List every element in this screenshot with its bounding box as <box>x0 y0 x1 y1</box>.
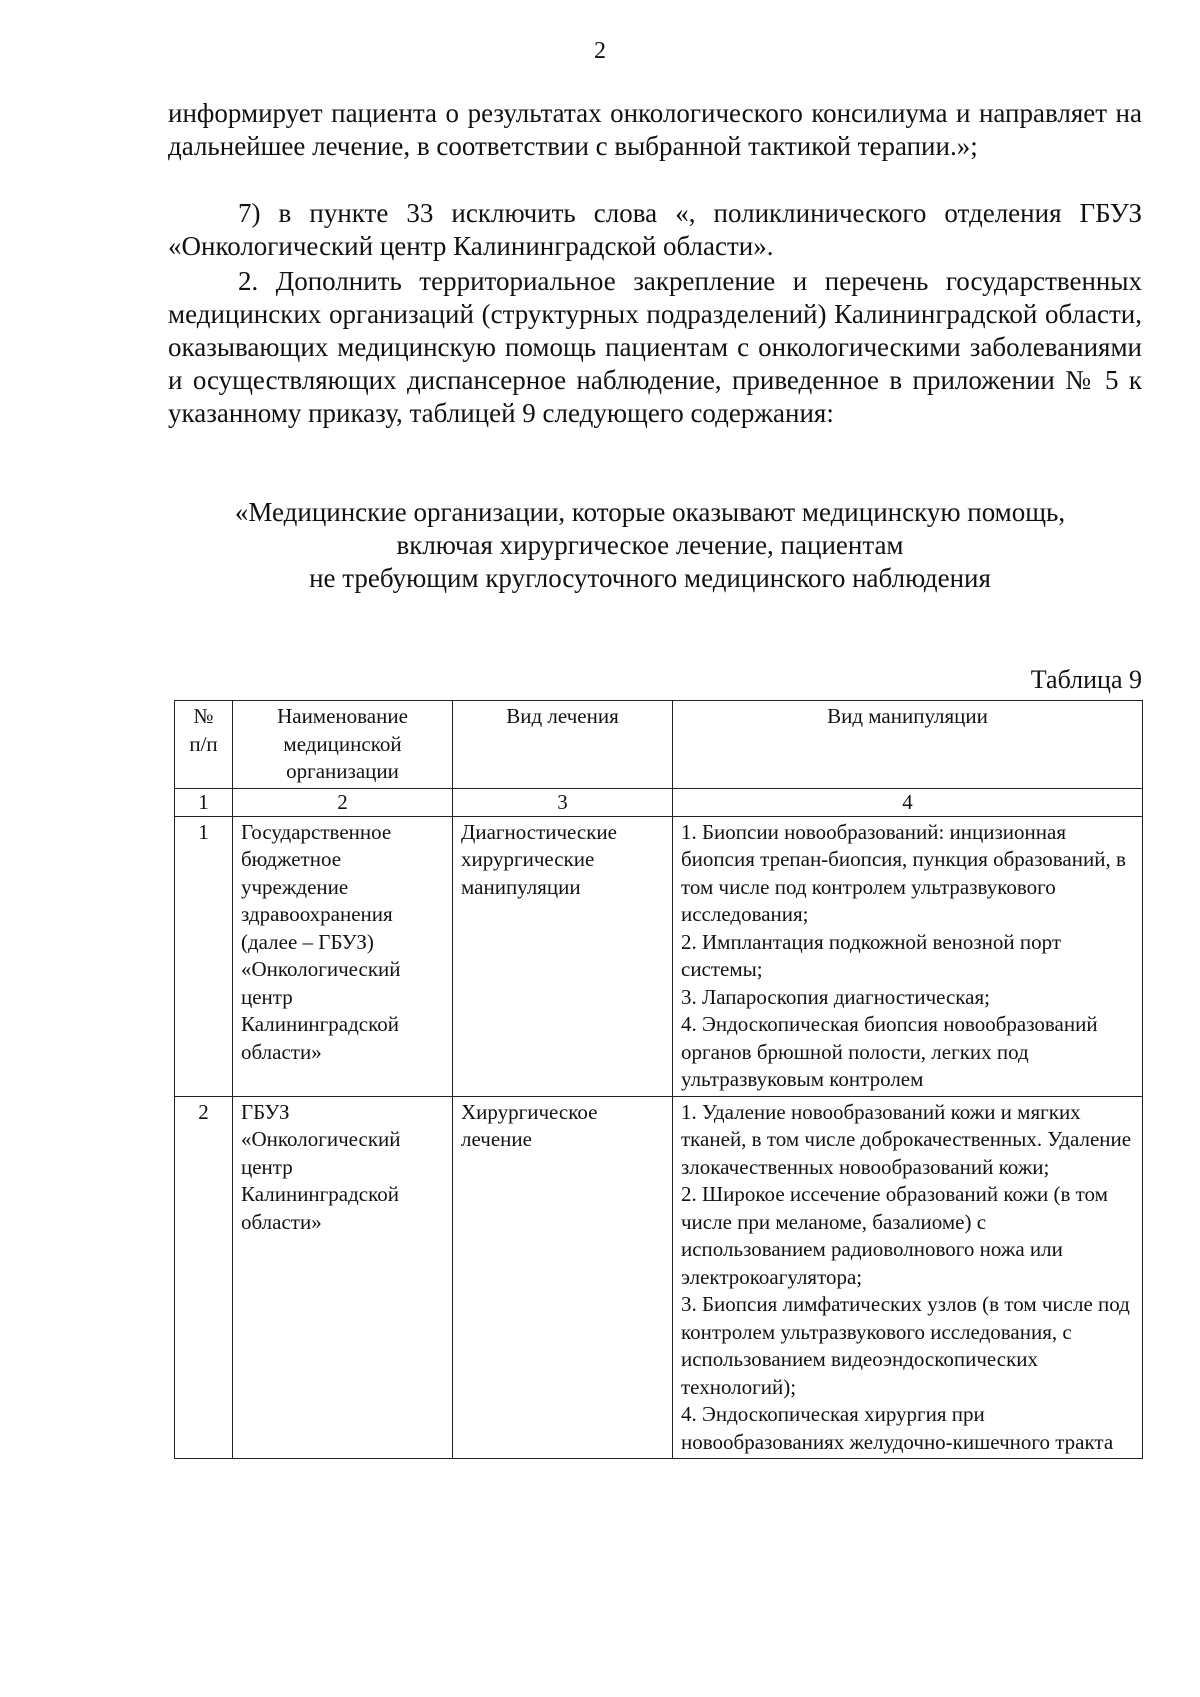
heading-line-1: «Медицинские организации, которые оказывают медицинскую помощь, <box>234 497 1066 527</box>
header-treatment: Вид лечения <box>453 701 673 789</box>
organization-name: ГБУЗ «Онкологический центр Калининградской области» <box>233 1096 453 1459</box>
procedure-item: 1. Удаление новообразований кожи и мягких тканей, в том числе доброкачественных. Удаление злокачественных новообразований кожи; <box>681 1099 1132 1179</box>
procedure-item: 1. Биопсии новообразований: инцизионная биопсия трепан-биопсия, пункция образований, в том числе под контролем ультразвукового исследования; <box>681 819 1126 926</box>
column-number-row <box>175 788 1143 816</box>
paragraph-item-7: 7) в пункте 33 исключить слова «, поликлинического отделения ГБУЗ «Онкологический центр Калининградской области». <box>168 198 1142 261</box>
treatment-type: Хирургическое лечение <box>453 1096 673 1459</box>
table-caption: Таблица 9 <box>1030 665 1142 694</box>
treatment-type: Диагностические хирургические манипуляции <box>453 816 673 1096</box>
procedure-item: 4. Эндоскопическая хирургия при новообразованиях желудочно-кишечного тракта <box>681 1402 1114 1454</box>
table-heading <box>150 496 1150 595</box>
row-number: 1 <box>175 816 233 1096</box>
procedure-list <box>673 816 1143 1096</box>
header-procedure: Вид манипуляции <box>673 701 1143 789</box>
heading-line-2: включая хирургическое лечение, пациентам <box>396 530 904 560</box>
paragraph-item-2: 2. Дополнить территориальное закрепление и перечень государственных медицинских организаций (структурных подразделений) Калининградской области, оказывающих медицинскую помощь пациентам с онкологическими заболеваниями и осуществляющих диспансерное наблюдение, приведенное в приложении № 5 к указанному приказу, таблицей 9 следующего содержания: <box>168 266 1142 428</box>
procedure-item: 2. Имплантация подкожной венозной порт системы; <box>681 929 1062 981</box>
procedure-item: 3. Лапароскопия диагностическая; <box>681 984 990 1009</box>
row-number: 2 <box>175 1096 233 1459</box>
page-number: 2 <box>594 38 606 64</box>
heading-line-3: не требующим круглосуточного медицинского наблюдения <box>309 563 991 593</box>
column-number: 3 <box>453 788 673 816</box>
procedure-item: 2. Широкое иссечение образований кожи (в том числе при меланоме, базалиоме) с использованием радиоволнового ножа или электрокоагулятора; <box>681 1182 1108 1289</box>
header-num: № п/п <box>175 701 233 789</box>
organization-name: Государственное бюджетное учреждение здравоохранения (далее – ГБУЗ) «Онкологический центр Калининградской области» <box>233 816 453 1096</box>
table-header-row <box>175 701 1143 789</box>
procedure-list <box>673 1096 1143 1459</box>
organizations-table <box>174 700 1143 1459</box>
header-organization: Наименование медицинской организации <box>233 701 453 789</box>
procedure-item: 3. Биопсия лимфатических узлов (в том числе под контролем ультразвукового исследования, с использованием видеоэндоскопических технологий); <box>681 1292 1130 1399</box>
column-number: 4 <box>673 788 1143 816</box>
procedure-item: 4. Эндоскопическая биопсия новообразований органов брюшной полости, легких под ультразвуковым контролем <box>681 1012 1098 1091</box>
paragraph-consilium: информирует пациента о результатах онкологического консилиума и направляет на дальнейшее лечение, в соответствии с выбранной тактикой терапии.»; <box>168 98 1142 161</box>
table-row <box>175 1096 1143 1459</box>
column-number: 1 <box>175 788 233 816</box>
table-row <box>175 816 1143 1096</box>
column-number: 2 <box>233 788 453 816</box>
